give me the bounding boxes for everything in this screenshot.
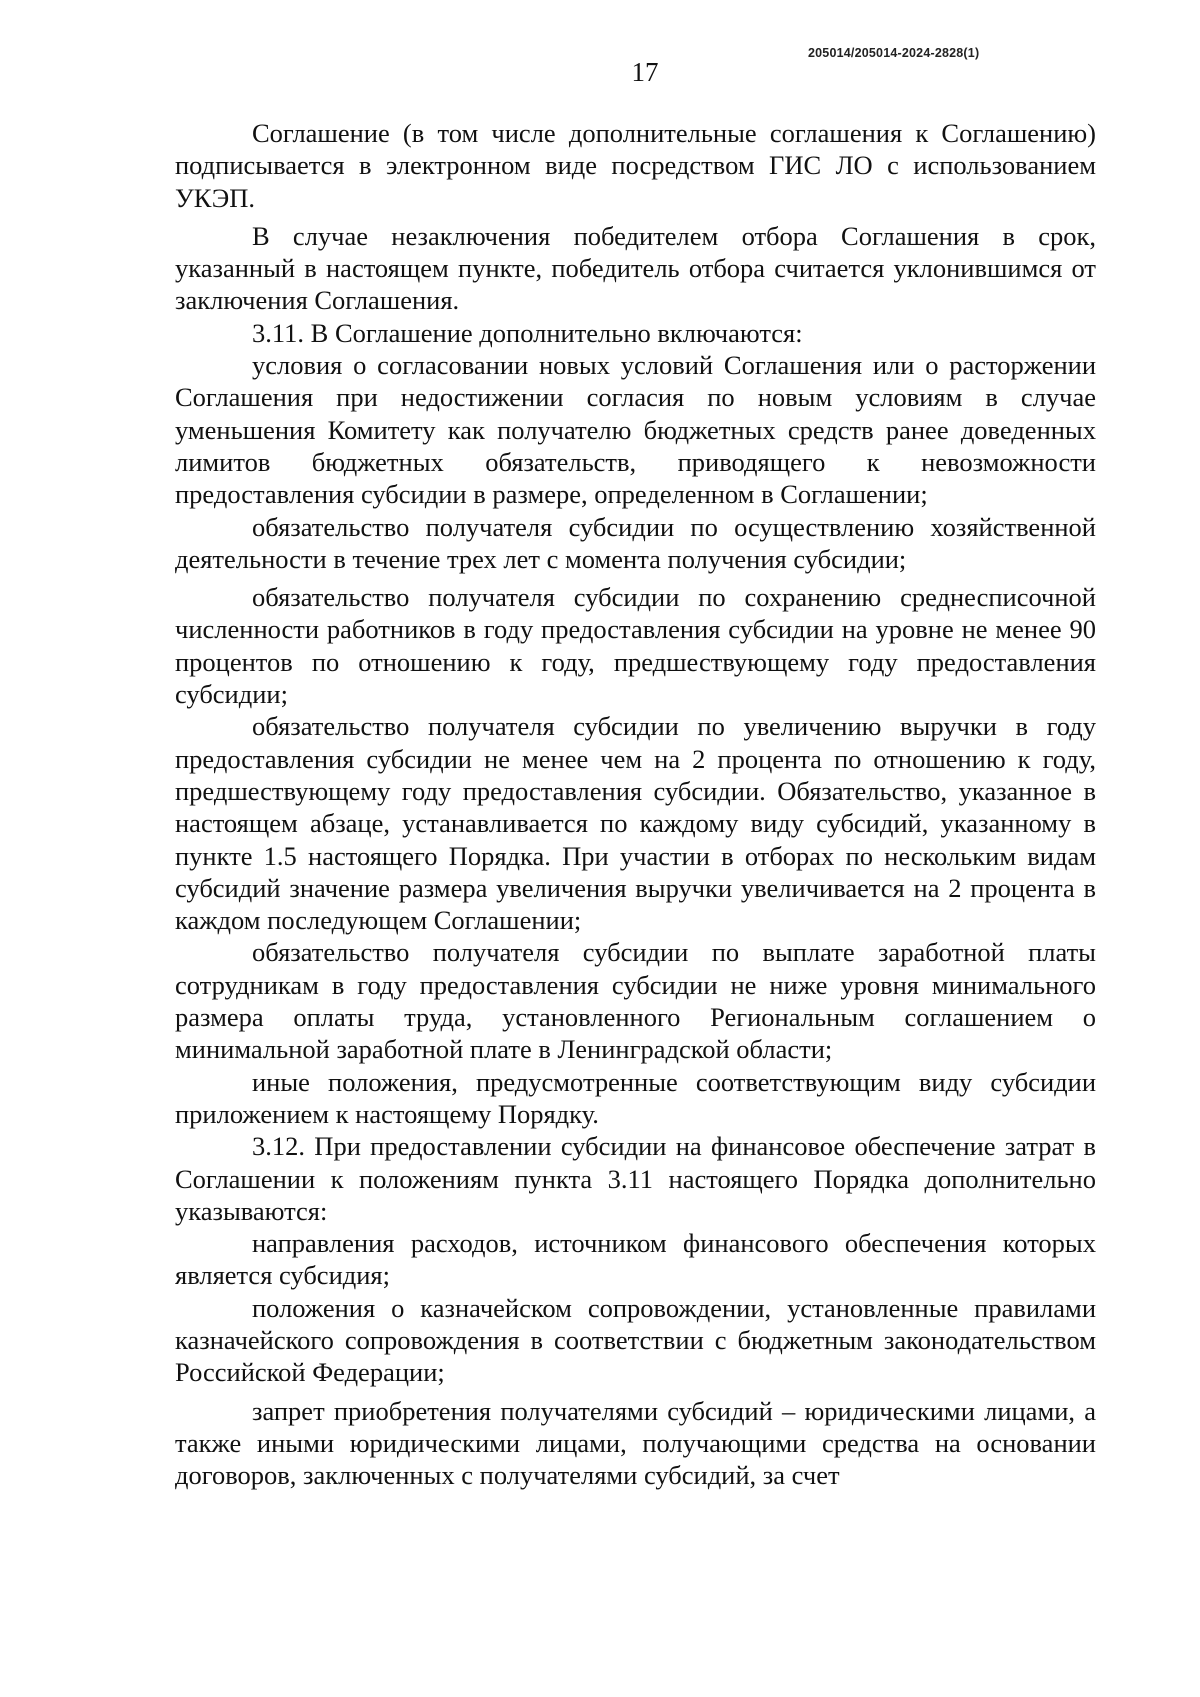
paragraph: направления расходов, источником финансового обеспечения которых является субсидия; [175, 1228, 1096, 1291]
paragraph: 3.11. В Соглашение дополнительно включаются: [252, 317, 803, 348]
paragraph: обязательство получателя субсидии по выплате заработной платы сотрудникам в году предоставления субсидии не ниже уровня минимального размера оплаты труда, установленного Региональным соглашением о минимальной заработной плате в Ленинградской области; [175, 937, 1096, 1065]
paragraph: обязательство получателя субсидии по сохранению среднесписочной численности работников в году предоставления субсидии на уровне не менее 90 процентов по отношению к году, предшествующему году предоставления субсидии; [175, 582, 1096, 710]
paragraph: положения о казначейском сопровождении, установленные правилами казначейского сопровождения в соответствии с бюджетным законодательством Российской Федерации; [175, 1292, 1096, 1388]
document-code: 205014/205014-2024-2828(1) [808, 46, 980, 60]
paragraph: иные положения, предусмотренные соответствующим виду субсидии приложением к настоящему Порядку. [175, 1066, 1096, 1129]
paragraph: запрет приобретения получателями субсидий – юридическими лицами, а также иными юридическими лицами, получающими средства на основании договоров, заключенных с получателями субсидий, за счет [175, 1395, 1096, 1491]
page-number: 17 [631, 57, 659, 87]
paragraph: В случае незаключения победителем отбора Соглашения в срок, указанный в настоящем пункте, победитель отбора считается уклонившимся от заключения Соглашения. [175, 220, 1096, 316]
paragraph: условия о согласовании новых условий Соглашения или о расторжении Соглашения при недостижении согласия по новым условиям в случае уменьшения Комитету как получателю бюджетных средств ранее доведенных лимитов бюджетных обязательств, приводящего к невозможности предоставления субсидии в размере, определенном в Соглашении; [175, 350, 1096, 510]
paragraph: 3.12. При предоставлении субсидии на финансовое обеспечение затрат в Соглашении к положениям пункта 3.11 настоящего Порядка дополнительно указываются: [175, 1131, 1096, 1226]
paragraph: Соглашение (в том числе дополнительные соглашения к Соглашению) подписывается в электронном виде посредством ГИС ЛО с использованием УКЭП. [175, 118, 1096, 213]
document-body [175, 117, 1096, 1491]
paragraph: обязательство получателя субсидии по осуществлению хозяйственной деятельности в течение трех лет с момента получения субсидии; [175, 511, 1096, 574]
paragraph: обязательство получателя субсидии по увеличению выручки в году предоставления субсидии не менее чем на 2 процента по отношению к году, предшествующему году предоставления субсидии. Обязательство, указанное в настоящем абзаце, устанавливается по каждому виду субсидий, указанному в пункте 1.5 настоящего Порядка. При участии в отборах по нескольким видам субсидий значение размера увеличения выручки увеличивается на 2 процента в каждом последующем Соглашении; [175, 711, 1096, 936]
